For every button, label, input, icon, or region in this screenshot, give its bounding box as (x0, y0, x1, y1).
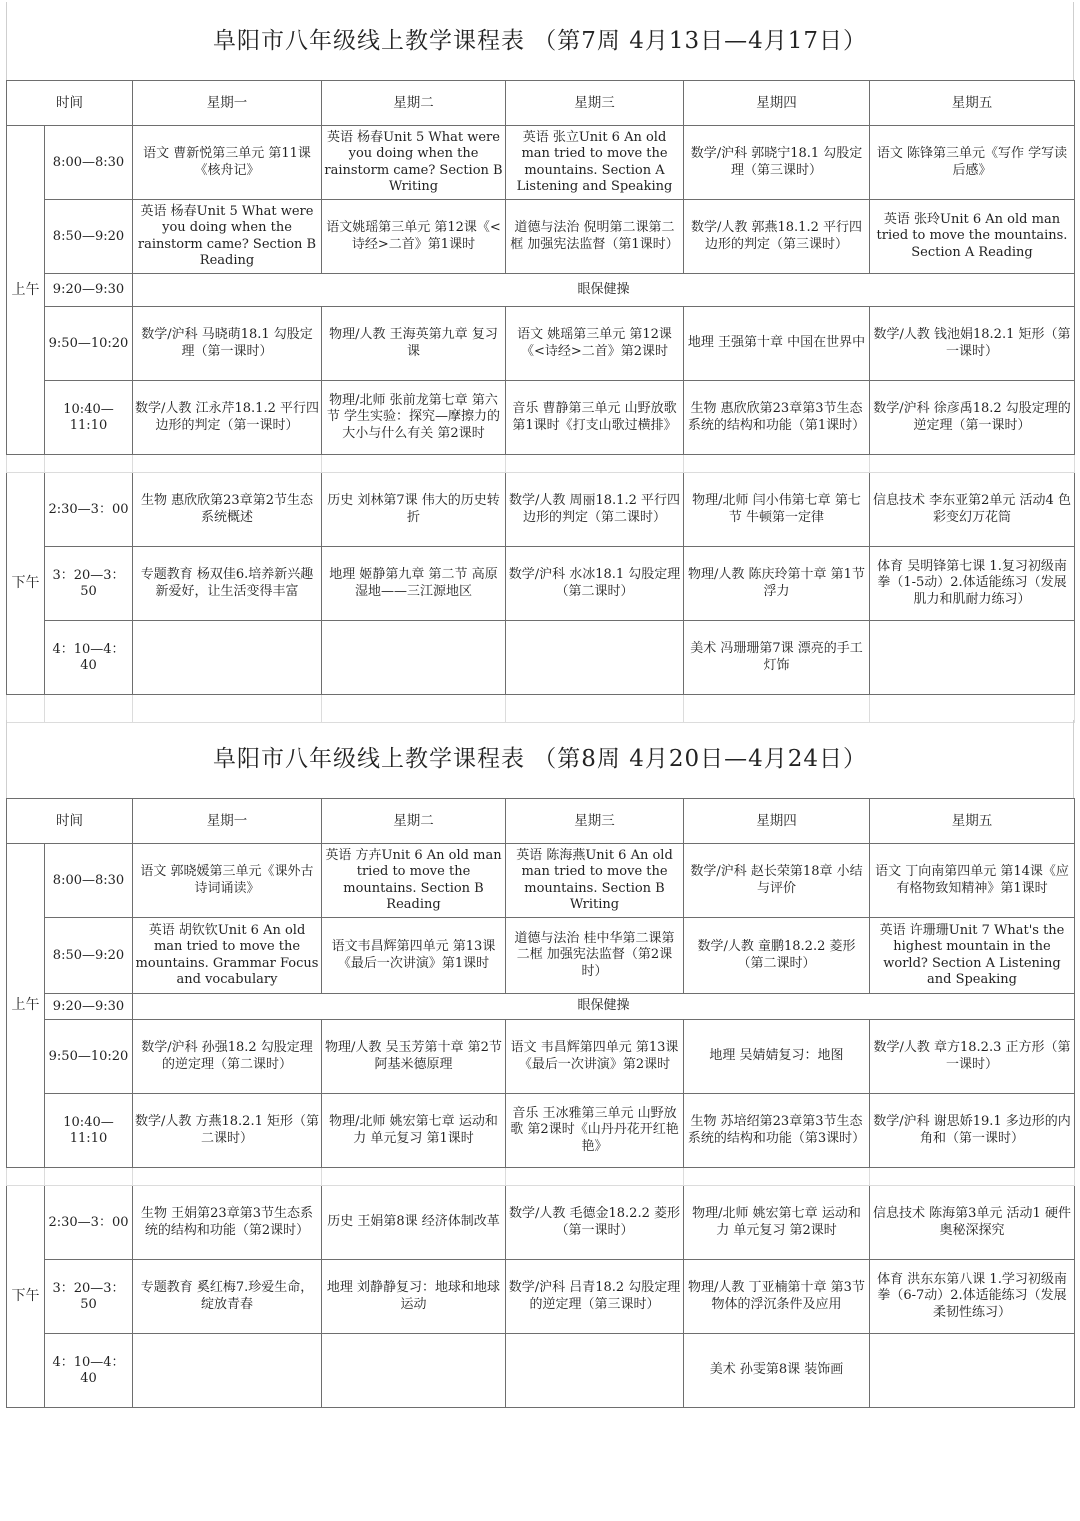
lesson-cell: 数学/沪科 马晓萌18.1 勾股定理（第一课时） (133, 307, 322, 381)
lesson-cell: 地理 刘静静复习：地球和地球运动 (322, 1260, 506, 1334)
schedule-title: 阜阳市八年级线上教学课程表 （第7周 4月13日—4月17日） (6, 2, 1074, 80)
morning-label: 上午 (7, 126, 45, 455)
table-row (7, 126, 1075, 200)
lesson-cell: 语文 丁向南第四单元 第14课《应有格物致知精神》第1课时 (870, 844, 1075, 918)
lesson-cell: 数学/沪科 孙强18.2 勾股定理的逆定理（第二课时） (133, 1020, 322, 1094)
lesson-cell: 语文 姚瑶第三单元 第12课《<诗经>二首》第2课时 (506, 307, 684, 381)
lesson-cell: 物理/人教 吴玉芳第十章 第2节 阿基米德原理 (322, 1020, 506, 1094)
schedule-table (6, 798, 1075, 1408)
lesson-cell: 英语 许珊珊Unit 7 What's the highest mountain in the world? Section A Listening and Speaking (870, 918, 1075, 994)
lesson-cell: 数学/人教 童鹏18.2.2 菱形（第二课时） (684, 918, 870, 994)
table-row (7, 200, 1075, 274)
gap-cell (133, 695, 322, 723)
table-row (7, 1020, 1075, 1094)
lesson-cell (322, 1334, 506, 1408)
lesson-cell: 数学/人教 周丽18.1.2 平行四边形的判定（第二课时） (506, 473, 684, 547)
header-day: 星期五 (870, 81, 1075, 126)
lesson-cell: 道德与法治 桂中华第二课第二框 加强宪法监督（第2课时） (506, 918, 684, 994)
lesson-cell: 地理 姬静第九章 第二节 高原湿地——三江源地区 (322, 547, 506, 621)
time-cell: 8:50—9:20 (45, 200, 133, 274)
gap-cell (506, 1168, 684, 1186)
header-row (7, 81, 1075, 126)
table-row (7, 1334, 1075, 1408)
gap-cell (870, 455, 1075, 473)
lesson-cell: 音乐 曹静第三单元 山野放歌 第1课时《打支山歌过横排》 (506, 381, 684, 455)
time-cell: 4：10—4：40 (45, 621, 133, 695)
gap-cell (684, 1168, 870, 1186)
week-7-schedule (6, 2, 1074, 723)
lesson-cell: 英语 张玲Unit 6 An old man tried to move the mountains. Section A Reading (870, 200, 1075, 274)
lesson-cell: 物理/人教 王海英第九章 复习课 (322, 307, 506, 381)
lesson-cell: 美术 孙雯第8课 装饰画 (684, 1334, 870, 1408)
table-row (7, 1260, 1075, 1334)
lesson-cell: 语文 陈锋第三单元《写作 学写读后感》 (870, 126, 1075, 200)
lesson-cell (322, 621, 506, 695)
lesson-cell: 数学/沪科 赵长荣第18章 小结与评价 (684, 844, 870, 918)
lesson-cell: 数学/沪科 吕青18.2 勾股定理的逆定理（第三课时） (506, 1260, 684, 1334)
table-row (7, 994, 1075, 1020)
lesson-cell: 英语 杨春Unit 5 What were you doing when the rainstorm came? Section B Writing (322, 126, 506, 200)
lesson-cell: 英语 杨春Unit 5 What were you doing when the rainstorm came? Section B Reading (133, 200, 322, 274)
time-cell: 8:50—9:20 (45, 918, 133, 994)
lesson-cell (870, 621, 1075, 695)
time-cell: 2:30—3：00 (45, 473, 133, 547)
lesson-cell: 体育 洪东东第八课 1.学习初级南拳（6-7动）2.体适能练习（发展柔韧性练习） (870, 1260, 1075, 1334)
table-row (7, 473, 1075, 547)
lesson-cell: 物理/北师 姚宏第七章 运动和力 单元复习 第2课时 (684, 1186, 870, 1260)
table-row (7, 274, 1075, 307)
lesson-cell: 生物 苏培绍第23章第3节生态系统的结构和功能（第3课时） (684, 1094, 870, 1168)
lunch-gap-row (7, 455, 1075, 473)
lesson-cell: 语文 郭晓媛第三单元《课外古诗词诵读》 (133, 844, 322, 918)
gap-cell (322, 1168, 506, 1186)
header-day: 星期四 (684, 799, 870, 844)
gap-cell (7, 1168, 45, 1186)
table-row (7, 621, 1075, 695)
time-cell: 9:50—10:20 (45, 307, 133, 381)
lunch-gap-row (7, 1168, 1075, 1186)
gap-cell (506, 455, 684, 473)
lesson-cell: 语文姚瑶第三单元 第12课《<诗经>二首》第1课时 (322, 200, 506, 274)
lesson-cell: 生物 惠欣欣第23章第2节生态系统概述 (133, 473, 322, 547)
lesson-cell: 体育 吴明锋第七课 1.复习初级南拳（1-5动）2.体适能练习（发展肌力和肌耐力练习） (870, 547, 1075, 621)
lesson-cell: 数学/人教 钱池娟18.2.1 矩形（第一课时） (870, 307, 1075, 381)
time-cell: 8:00—8:30 (45, 126, 133, 200)
lesson-cell: 数学/人教 江永芹18.1.2 平行四边形的判定（第一课时） (133, 381, 322, 455)
lesson-cell: 物理/北师 闫小伟第七章 第七节 牛顿第一定律 (684, 473, 870, 547)
header-day: 星期三 (506, 799, 684, 844)
afternoon-label: 下午 (7, 473, 45, 695)
lesson-cell: 数学/沪科 徐彦禹18.2 勾股定理的逆定理（第一课时） (870, 381, 1075, 455)
table-row (7, 918, 1075, 994)
afternoon-label: 下午 (7, 1186, 45, 1408)
lesson-cell: 数学/人教 郭燕18.1.2 平行四边形的判定（第三课时） (684, 200, 870, 274)
header-day: 星期四 (684, 81, 870, 126)
lesson-cell: 英语 张立Unit 6 An old man tried to move the mountains. Section A Listening and Speaking (506, 126, 684, 200)
lesson-cell: 历史 王娟第8课 经济体制改革 (322, 1186, 506, 1260)
gap-cell (45, 695, 133, 723)
header-time: 时间 (7, 81, 133, 126)
lesson-cell: 历史 刘林第7课 伟大的历史转折 (322, 473, 506, 547)
gap-cell (45, 455, 133, 473)
lesson-cell: 数学/人教 方燕18.2.1 矩形（第二课时） (133, 1094, 322, 1168)
time-cell: 9:20—9:30 (45, 274, 133, 307)
lesson-cell: 专题教育 奚红梅7.珍爱生命，绽放青春 (133, 1260, 322, 1334)
lesson-cell: 英语 陈海燕Unit 6 An old man tried to move the mountains. Section B Writing (506, 844, 684, 918)
gap-cell (7, 695, 45, 723)
lesson-cell: 语文 曹新悦第三单元 第11课《核舟记》 (133, 126, 322, 200)
gap-cell (322, 695, 506, 723)
gap-cell (133, 455, 322, 473)
lesson-cell: 专题教育 杨双佳6.培养新兴趣新爱好，让生活变得丰富 (133, 547, 322, 621)
lesson-cell: 数学/沪科 谢思娇19.1 多边形的内角和（第一课时） (870, 1094, 1075, 1168)
gap-cell (7, 455, 45, 473)
gap-cell (45, 1168, 133, 1186)
lesson-cell: 语文韦昌辉第四单元 第13课《最后一次讲演》第1课时 (322, 918, 506, 994)
time-cell: 9:20—9:30 (45, 994, 133, 1020)
time-cell: 3：20—3：50 (45, 547, 133, 621)
lesson-cell: 物理/人教 丁亚楠第十章 第3节 物体的浮沉条件及应用 (684, 1260, 870, 1334)
table-row (7, 547, 1075, 621)
lesson-cell: 音乐 王冰雅第三单元 山野放歌 第2课时《山丹丹花开红艳艳》 (506, 1094, 684, 1168)
lesson-cell: 物理/北师 张前龙第七章 第六节 学生实验：探究—摩擦力的大小与什么有关 第2课时 (322, 381, 506, 455)
time-cell: 10:40—11:10 (45, 1094, 133, 1168)
table-row (7, 1094, 1075, 1168)
schedule-table (6, 80, 1075, 723)
header-day: 星期三 (506, 81, 684, 126)
header-day: 星期一 (133, 81, 322, 126)
header-row (7, 799, 1075, 844)
header-time: 时间 (7, 799, 133, 844)
lesson-cell (133, 1334, 322, 1408)
schedule-title: 阜阳市八年级线上教学课程表 （第8周 4月20日—4月24日） (6, 720, 1074, 798)
lesson-cell (506, 1334, 684, 1408)
time-cell: 3：20—3：50 (45, 1260, 133, 1334)
lesson-cell: 数学/人教 章方18.2.3 正方形（第一课时） (870, 1020, 1075, 1094)
table-row (7, 1186, 1075, 1260)
gap-cell (322, 455, 506, 473)
gap-cell (133, 1168, 322, 1186)
time-cell: 2:30—3：00 (45, 1186, 133, 1260)
lesson-cell: 物理/北师 姚宏第七章 运动和力 单元复习 第1课时 (322, 1094, 506, 1168)
lesson-cell: 信息技术 陈海第3单元 活动1 硬件奥秘深探究 (870, 1186, 1075, 1260)
lesson-cell: 英语 胡钦钦Unit 6 An old man tried to move the mountains. Grammar Focus and vocabulary (133, 918, 322, 994)
eye-exercise-cell: 眼保健操 (133, 274, 1075, 307)
morning-label: 上午 (7, 844, 45, 1168)
time-cell: 4：10—4：40 (45, 1334, 133, 1408)
gap-cell (684, 455, 870, 473)
time-cell: 10:40—11:10 (45, 381, 133, 455)
time-cell: 8:00—8:30 (45, 844, 133, 918)
header-day: 星期二 (322, 81, 506, 126)
lesson-cell: 生物 惠欣欣第23章第3节生态系统的结构和功能（第1课时） (684, 381, 870, 455)
eye-exercise-cell: 眼保健操 (133, 994, 1075, 1020)
lesson-cell: 数学/沪科 水冰18.1 勾股定理（第二课时） (506, 547, 684, 621)
lesson-cell: 数学/沪科 郭晓宁18.1 勾股定理（第三课时） (684, 126, 870, 200)
header-day: 星期一 (133, 799, 322, 844)
lesson-cell: 信息技术 李东亚第2单元 活动4 色彩变幻万花筒 (870, 473, 1075, 547)
lesson-cell: 道德与法治 倪明第二课第二框 加强宪法监督（第1课时） (506, 200, 684, 274)
header-day: 星期五 (870, 799, 1075, 844)
gap-cell (506, 695, 684, 723)
lesson-cell: 英语 方卉Unit 6 An old man tried to move the mountains. Section B Reading (322, 844, 506, 918)
table-row (7, 307, 1075, 381)
header-day: 星期二 (322, 799, 506, 844)
trailing-gap-row (7, 695, 1075, 723)
gap-cell (870, 695, 1075, 723)
lesson-cell: 语文 韦昌辉第四单元 第13课《最后一次讲演》第2课时 (506, 1020, 684, 1094)
lesson-cell (870, 1334, 1075, 1408)
lesson-cell: 物理/人教 陈庆玲第十章 第1节 浮力 (684, 547, 870, 621)
lesson-cell: 美术 冯珊珊第7课 漂亮的手工灯饰 (684, 621, 870, 695)
lesson-cell (506, 621, 684, 695)
week-8-schedule (6, 720, 1074, 1408)
lesson-cell: 地理 吴婧婧复习：地图 (684, 1020, 870, 1094)
table-row (7, 381, 1075, 455)
table-row (7, 844, 1075, 918)
lesson-cell (133, 621, 322, 695)
gap-cell (870, 1168, 1075, 1186)
lesson-cell: 生物 王娟第23章第3节生态系统的结构和功能（第2课时） (133, 1186, 322, 1260)
lesson-cell: 地理 王强第十章 中国在世界中 (684, 307, 870, 381)
lesson-cell: 数学/人教 毛德金18.2.2 菱形（第一课时） (506, 1186, 684, 1260)
gap-cell (684, 695, 870, 723)
time-cell: 9:50—10:20 (45, 1020, 133, 1094)
